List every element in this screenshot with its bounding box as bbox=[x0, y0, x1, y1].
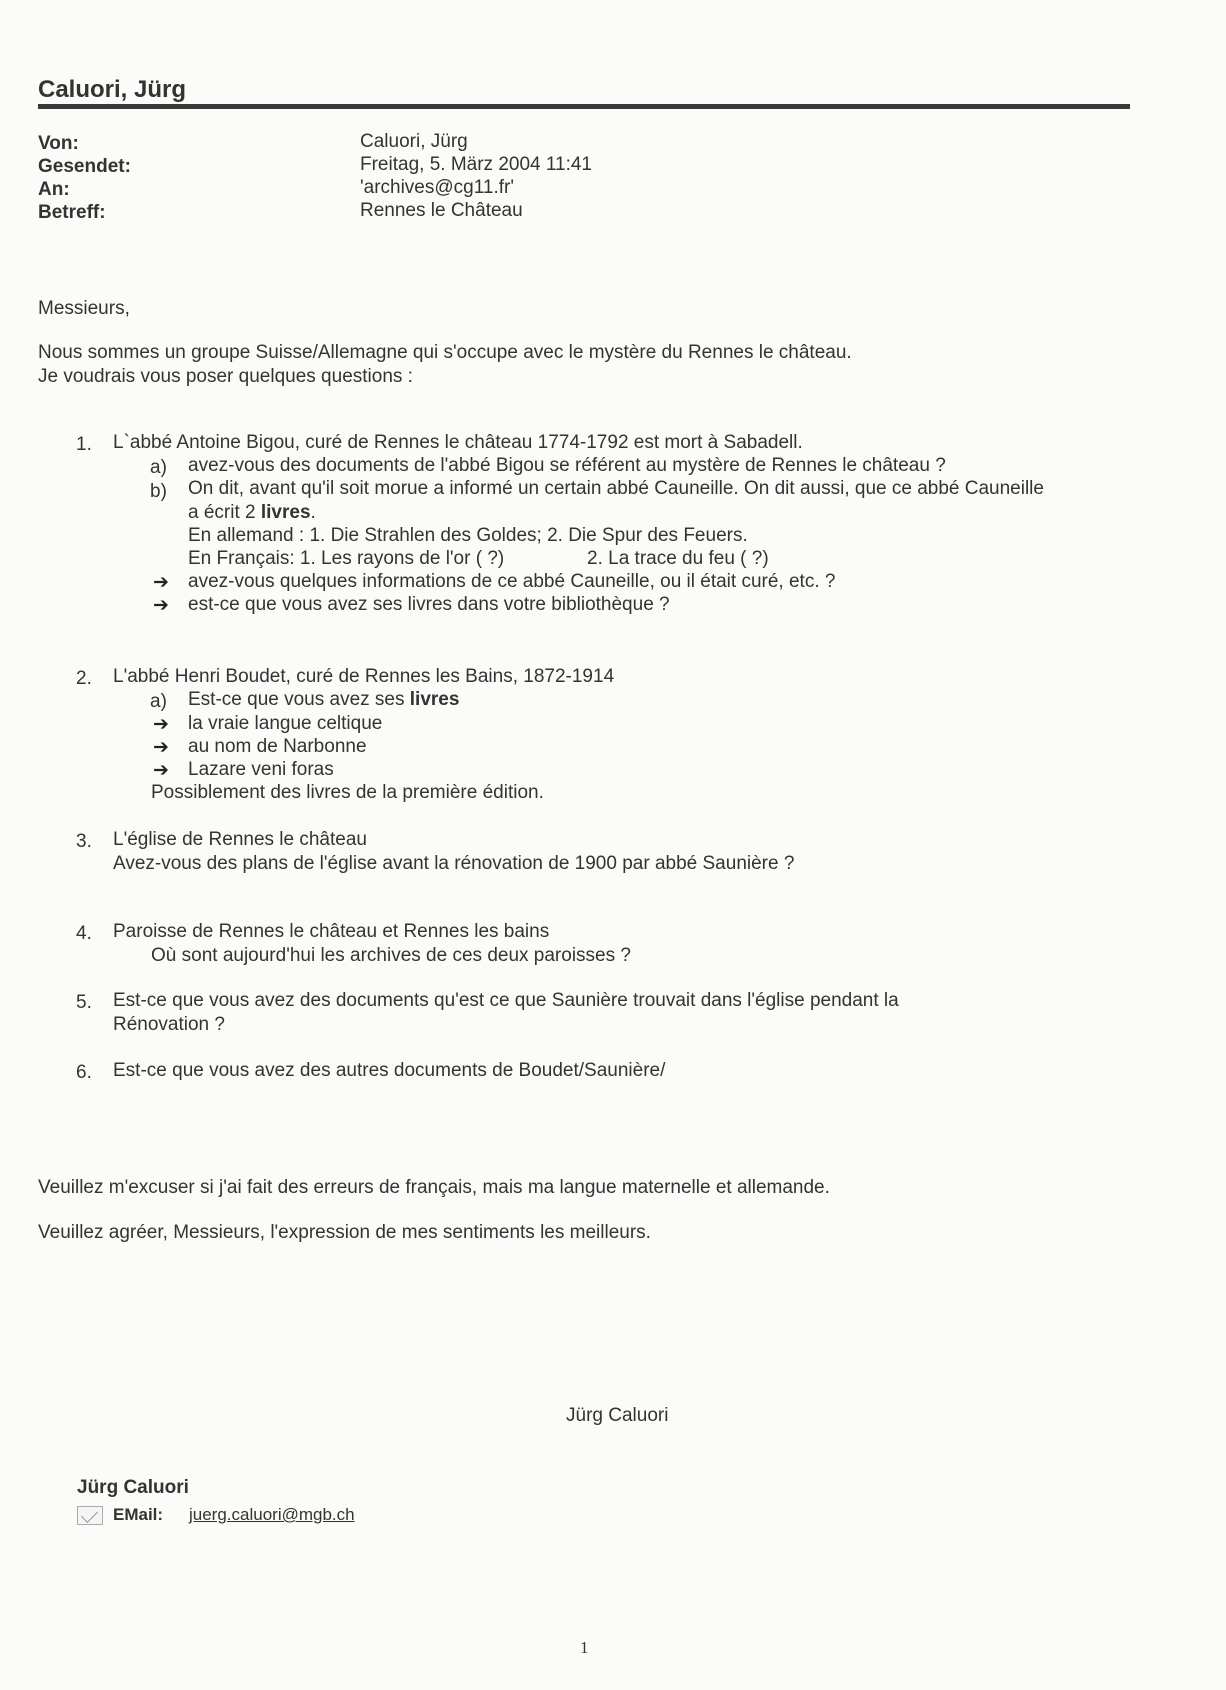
closing-paragraph: Veuillez agréer, Messieurs, l'expression de mes sentiments les meilleurs. bbox=[38, 1222, 651, 1243]
q2-note: Possiblement des livres de la première édition. bbox=[151, 782, 544, 803]
q1-b-line-4a: En Français: 1. Les rayons de l'or ( ?) bbox=[188, 548, 505, 569]
q3-line-1: L'église de Rennes le château bbox=[113, 829, 367, 850]
q2-a-pre: Est-ce que vous avez ses bbox=[188, 689, 410, 710]
q2-a-bold: livres bbox=[409, 689, 460, 710]
q1-a-marker: a) bbox=[150, 457, 167, 478]
greeting: Messieurs, bbox=[38, 298, 130, 319]
q3-number: 3. bbox=[76, 831, 92, 852]
header-label-von: Von: bbox=[38, 133, 79, 154]
q5-line-1: Est-ce que vous avez des documents qu'est ce que Saunière trouvait dans l'église pendant la bbox=[113, 990, 899, 1011]
q5-line-2: Rénovation ? bbox=[113, 1014, 225, 1035]
q2-arrow-2: au nom de Narbonne bbox=[188, 736, 367, 757]
q1-number: 1. bbox=[76, 434, 92, 455]
footer-name: Jürg Caluori bbox=[77, 1477, 189, 1498]
header-value-von: Caluori, Jürg bbox=[360, 131, 468, 152]
q1-b-line-1: On dit, avant qu'il soit morue a informé un certain abbé Cauneille. On dit aussi, que ce abbé Cauneille bbox=[188, 478, 1044, 499]
q6-number: 6. bbox=[76, 1062, 92, 1083]
right-arrow-icon: ➔ bbox=[153, 760, 169, 781]
q2-a-text bbox=[188, 689, 459, 711]
q2-arrow-1: la vraie langue celtique bbox=[188, 713, 383, 734]
q4-line-2: Où sont aujourd'hui les archives de ces deux paroisses ? bbox=[151, 945, 631, 966]
q1-b-line-3: En allemand : 1. Die Strahlen des Goldes; 2. Die Spur des Feuers. bbox=[188, 525, 748, 546]
q1-b-line-2-bold: livres bbox=[260, 502, 311, 523]
email-link[interactable]: juerg.caluori@mgb.ch bbox=[189, 1505, 355, 1524]
q6-line-1: Est-ce que vous avez des autres documents de Boudet/Saunière/ bbox=[113, 1060, 666, 1081]
excuse-paragraph: Veuillez m'excuser si j'ai fait des erreurs de français, mais ma langue maternelle et allemande. bbox=[38, 1177, 830, 1198]
q2-a-marker: a) bbox=[150, 691, 167, 712]
q2-arrow-3: Lazare veni foras bbox=[188, 759, 334, 780]
header-value-gesendet: Freitag, 5. März 2004 11:41 bbox=[360, 154, 592, 175]
q1-text: L`abbé Antoine Bigou, curé de Rennes le château 1774-1792 est mort à Sabadell. bbox=[113, 432, 803, 453]
mail-icon bbox=[77, 1506, 103, 1525]
header-label-gesendet: Gesendet: bbox=[38, 156, 131, 177]
q1-b-line-2-post: . bbox=[310, 502, 316, 523]
q1-a-text: avez-vous des documents de l'abbé Bigou se référent au mystère de Rennes le château ? bbox=[188, 455, 946, 476]
signature: Jürg Caluori bbox=[566, 1405, 669, 1426]
document-title: Caluori, Jürg bbox=[38, 76, 187, 103]
q1-arrow-2: est-ce que vous avez ses livres dans votre bibliothèque ? bbox=[188, 594, 670, 615]
right-arrow-icon: ➔ bbox=[153, 714, 169, 735]
q2-text: L'abbé Henri Boudet, curé de Rennes les Bains, 1872-1914 bbox=[113, 666, 615, 687]
intro-line-1: Nous sommes un groupe Suisse/Allemagne qui s'occupe avec le mystère du Rennes le château. bbox=[38, 342, 852, 363]
q2-number: 2. bbox=[76, 668, 92, 689]
header-value-an: 'archives@cg11.fr' bbox=[360, 177, 514, 198]
q1-b-line-4b: 2. La trace du feu ( ?) bbox=[587, 548, 769, 569]
right-arrow-icon: ➔ bbox=[153, 737, 169, 758]
q1-b-line-2 bbox=[188, 502, 316, 524]
page-number: 1 bbox=[580, 1638, 589, 1657]
q1-arrow-1: avez-vous quelques informations de ce abbé Cauneille, ou il était curé, etc. ? bbox=[188, 571, 836, 592]
header-label-betreff: Betreff: bbox=[38, 202, 106, 223]
q4-number: 4. bbox=[76, 923, 92, 944]
q4-line-1: Paroisse de Rennes le château et Rennes les bains bbox=[113, 921, 550, 942]
email-label: EMail: bbox=[113, 1505, 164, 1524]
title-divider bbox=[38, 104, 1130, 109]
right-arrow-icon: ➔ bbox=[153, 595, 169, 616]
q3-line-2: Avez-vous des plans de l'église avant la rénovation de 1900 par abbé Saunière ? bbox=[113, 853, 795, 874]
q1-b-line-2-pre: a écrit 2 bbox=[188, 502, 261, 523]
q1-b-marker: b) bbox=[150, 481, 167, 502]
header-label-an: An: bbox=[38, 179, 70, 200]
right-arrow-icon: ➔ bbox=[153, 572, 169, 593]
q5-number: 5. bbox=[76, 992, 92, 1013]
intro-line-2: Je voudrais vous poser quelques questions : bbox=[38, 366, 413, 387]
header-value-betreff: Rennes le Château bbox=[360, 200, 523, 221]
